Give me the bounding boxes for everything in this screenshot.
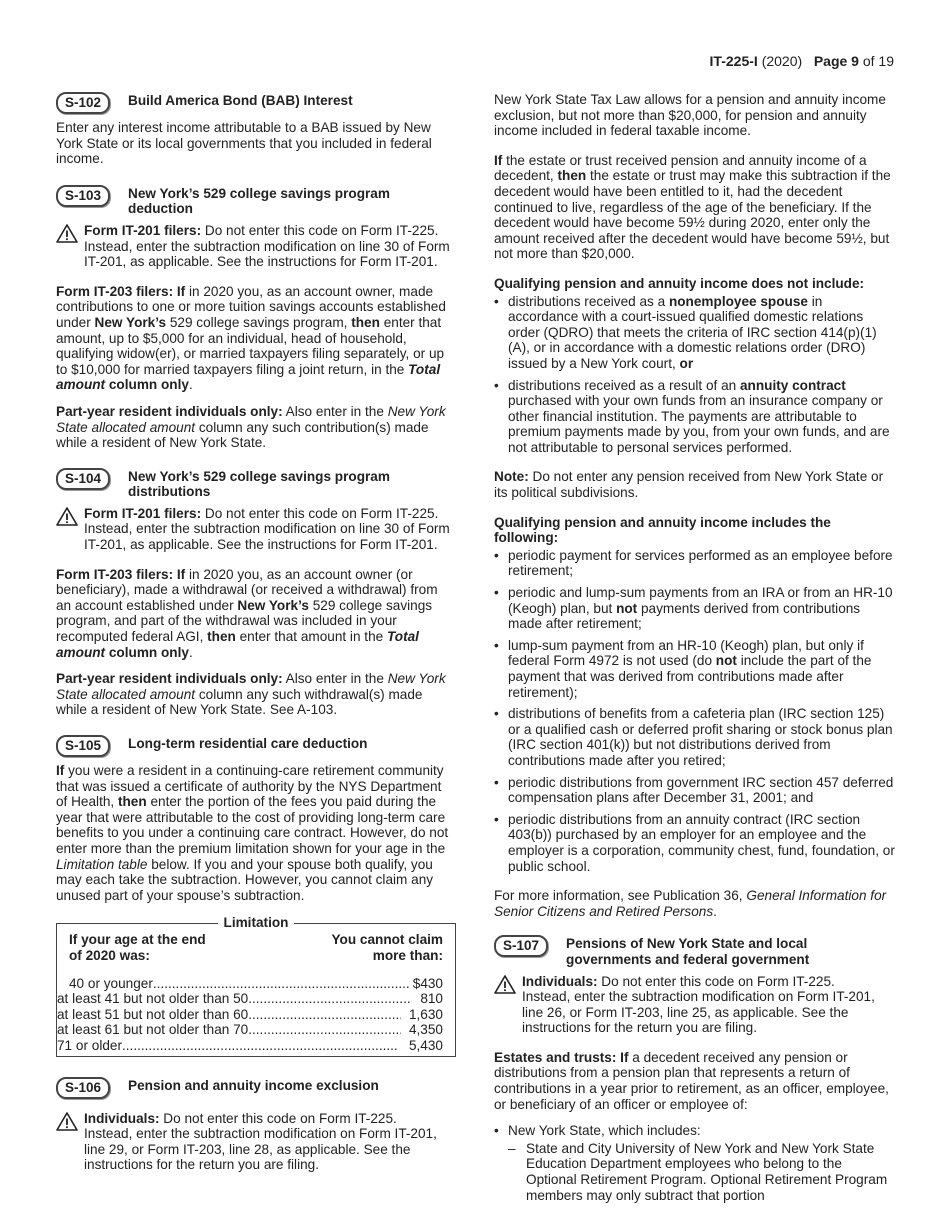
s103-p1-b5: column only [105, 377, 189, 393]
s103-para1 [56, 284, 456, 393]
s102-body: Enter any interest income attributable to a BAB issued by New York State or its local governments that you included in federal income. [56, 120, 432, 167]
s103-warning [56, 223, 456, 270]
note-label: Note: [494, 469, 529, 485]
limitation-age: 40 or younger [69, 975, 153, 991]
s103-para2 [56, 404, 456, 451]
s104-code-badge: S-104 [56, 468, 110, 490]
s102-heading [56, 92, 456, 114]
inc3-t2: include the part of the payment that was derived from contributions made after retirement); [508, 653, 872, 700]
s107-est-b1: Estates and trusts: [494, 1049, 617, 1065]
s104-warning-line2: Instead, enter the subtraction modification on line 30 of Form IT-201, as applicable. See the instructions for Form IT-201. [84, 521, 450, 553]
estate-t2: the estate or trust may make this subtraction if the decedent would have been entitled to it, had the decedent continued to live, regardless of the age of the beneficiary. If the decedent would have become 59½ during 2020, enter only the amount received after the decedent would have become 59½, but not more than $20,000. [494, 168, 891, 262]
inc2-b: not [616, 600, 638, 616]
s105-body [56, 763, 456, 903]
warning-icon [56, 1112, 78, 1131]
list-item [494, 1123, 896, 1203]
limitation-age: at least 61 but not older than 70 [57, 1022, 249, 1038]
s103-p2-i: New York State allocated amount [56, 403, 446, 435]
limitation-title: Limitation [218, 915, 295, 930]
s105-t1: you were a resident in a continuing-care retirement community that was issued a certificate of authority by the NYS Department of Health, [56, 763, 444, 810]
s106-warning [56, 1111, 456, 1173]
s104-p2-i: New York State allocated amount [56, 671, 446, 702]
right-column [494, 92, 896, 1214]
not-include-heading: Qualifying pension and annuity income does not include: [494, 275, 865, 291]
s105-t3: below. If you and your spouse both qualify, you may each take the subtraction. However, you cannot claim any unused part of your spouse’s subtraction. [56, 856, 434, 903]
s103-warning-line2: Instead, enter the subtraction modification on line 30 of Form IT-201, as applicable. See the instructions for Form IT-201. [84, 238, 450, 270]
list-item: • distributions of benefits from a cafeteria plan (IRC section 125) or a qualified cash or deferred profit sharing or stock bonus plan (IRC section 401(k)) but not distributions derived from contributions made after you retired; [494, 706, 896, 768]
s102-code-badge: S-102 [56, 92, 110, 114]
s103-p1-b3: New York’s [94, 314, 167, 330]
s103-p2-t2: column any such contribution(s) made while a resident of New York State. [56, 419, 429, 451]
s107-warning [494, 974, 896, 1036]
page-header [710, 54, 894, 70]
s104-warning [56, 506, 456, 553]
s107-est-t: a decedent received any pension or distributions from a pension plan that represents a return of contributions in a year prior to retirement, as an officer, employee, or beneficiary of an officer or employee of: [494, 1049, 889, 1112]
limitation-currency: $ [412, 975, 421, 991]
limitation-row [57, 991, 443, 1007]
note-paragraph [494, 469, 896, 500]
s104-p2-b: Part-year resident individuals only: [56, 671, 283, 687]
s107-bullet1: New York State, which includes: [508, 1123, 701, 1139]
s107-sublist [508, 1141, 896, 1203]
s106-title: Pension and annuity income exclusion [128, 1077, 379, 1093]
estate-b2: then [557, 168, 587, 184]
limitation-rows [57, 976, 443, 1054]
s104-heading [56, 468, 456, 500]
list-item [494, 294, 896, 372]
s107-warning-line1: Do not enter this code on Form IT-225. [597, 973, 835, 989]
s106-code-badge: S-106 [56, 1077, 110, 1099]
limitation-title-wrap [57, 915, 455, 931]
s104-p1-b1: Form IT-203 filers: [56, 566, 174, 582]
limitation-amount: 430 [420, 975, 443, 991]
s107-code-badge: S-107 [494, 935, 548, 957]
estate-paragraph [494, 153, 896, 262]
s103-p1-b4: then [351, 314, 380, 330]
list-item [494, 638, 896, 700]
s104-p1-t2: 529 college savings program, and part of the withdrawal was included in your recomputed federal AGI, [56, 597, 433, 645]
s104-p2-t1: Also enter in the [282, 671, 388, 687]
limitation-amount: 1,630 [408, 1006, 443, 1022]
ni2-b1: annuity contract [739, 377, 846, 393]
ni1-t1: distributions received as a [508, 293, 669, 309]
s104-p1-end: . [188, 644, 193, 660]
s105-title: Long-term residential care deduction [128, 736, 368, 751]
s104-p1-b2: If [173, 566, 186, 582]
more-t: For more information, see Publication 36, [494, 888, 747, 904]
s104-p1-t3: enter that amount in the [235, 629, 387, 645]
more-i: General Information for Senior Citizens and Retired Persons [494, 888, 887, 919]
limitation-amount: 4,350 [408, 1022, 443, 1038]
limitation-row [57, 1007, 443, 1023]
s107-warning-label: Individuals: [522, 973, 598, 989]
inc2-t1: periodic and lump-sum payments from an IRA or from an HR-10 (Keogh) plan, but [508, 585, 893, 616]
note-text: Do not enter any pension received from New York State or its political subdivisions. [494, 469, 884, 501]
ni1-b1: nonemployee spouse [668, 293, 808, 309]
s103-p2-t1: Also enter in the [282, 403, 388, 419]
s103-warning-label: Form IT-201 filers: [84, 222, 202, 238]
s103-heading [56, 185, 456, 217]
list-item: • periodic distributions from an annuity contract (IRC section 403(b)) purchased by an employer for an employee and the employer is a corporation, community chest, fund, foundation, or public school. [494, 812, 896, 874]
s106-warning-line1: Do not enter this code on Form IT-225. [159, 1110, 397, 1126]
s104-warning-line1: Do not enter this code on Form IT-225. [201, 505, 439, 521]
s105-t2: enter the portion of the fees you paid during the year that were attributable to the cost of providing long-term care benefits to you under a continuing care contract. However, do not enter more than the premium limitation shown for your age in the [56, 794, 449, 856]
s107-estates [494, 1050, 896, 1112]
s103-p1-b2: If [173, 283, 186, 299]
list-item: • periodic distributions from government IRC section 457 deferred compensation plans after December 31, 2001; and [494, 775, 896, 806]
s104-p1-t1: in 2020 you, as an account owner (or beneficiary), made a withdrawal (or received a withdrawal) from an account established under [56, 566, 438, 613]
s105-heading [56, 735, 456, 757]
s104-para2 [56, 671, 456, 718]
s102-title: Build America Bond (BAB) Interest [128, 93, 353, 108]
leader-dots [248, 1022, 401, 1038]
estate-b1: If [494, 152, 503, 168]
limitation-col-amount: You cannot claim more than: [331, 932, 443, 963]
s107-warning-line2: Instead, enter the subtraction modification on Form IT-201, line 26, or Form IT-203, line 25, as applicable. See the instructions for the return you are filing. [522, 989, 875, 1036]
s104-para1 [56, 567, 456, 661]
leader-dots [248, 991, 412, 1007]
ni2-t1: distributions received as a result of an [508, 377, 740, 393]
limitation-age: at least 51 but not older than 60 [57, 1006, 249, 1022]
s104-warning-label: Form IT-201 filers: [84, 505, 202, 521]
s104-p1-b4: then [207, 629, 236, 645]
estate-t1: the estate or trust received pension and annuity income of a decedent, [494, 152, 867, 184]
s103-p1-t2: 529 college savings program, [166, 314, 352, 330]
s103-title: New York’s 529 college savings program deduction [128, 185, 390, 217]
s104-p1-bi: Total amount [56, 629, 419, 660]
not-include-list [494, 294, 896, 456]
limitation-age: 71 or older [57, 1037, 122, 1053]
s106-warning-label: Individuals: [84, 1110, 160, 1126]
s107-list [494, 1123, 896, 1203]
s104-p1-b5: column only [105, 644, 189, 660]
left-column [56, 92, 456, 1184]
limitation-table [56, 915, 456, 1056]
warning-icon [56, 224, 78, 243]
limitation-age: at least 41 but not older than 50 [57, 991, 249, 1007]
ni1-t2: in accordance with a court-issued qualified domestic relations order (QDRO) that meets the criteria of IRC section 414(p)(1)(A), or in accordance with a domestic relations order (DRO) issued by a New York court, [508, 293, 877, 371]
s104-title: New York’s 529 college savings program distributions [128, 468, 390, 500]
list-item [494, 585, 896, 632]
limitation-amount: 5,430 [408, 1037, 443, 1053]
limitation-header [69, 930, 443, 963]
s105-b2: then [117, 794, 147, 810]
s103-p1-t3: enter that amount, up to $5,000 for an individual, head of household, qualifying widow(er), or married taxpayers filing separately, or up to $10,000 for married taxpayers filing a joint return, in the [56, 314, 445, 377]
s103-p1-end: . [188, 377, 193, 393]
more-end: . [713, 903, 717, 919]
s104-p1-b3: New York’s [237, 597, 309, 613]
s106-warning-line2: Instead, enter the subtraction modification on Form IT-201, line 29, or Form IT-203, line 28, as applicable. See the instructions for the return you are filing. [84, 1126, 437, 1173]
leader-dots [248, 1007, 401, 1023]
s107-title: Pensions of New York State and local governments and federal government [566, 936, 810, 967]
s105-b1: If [56, 763, 65, 778]
ni2-t2: purchased with your own funds from an insurance company or other financial institution. The payments are attributable to premium payments made by you, from your own funds, and are not attributable to personal services performed. [508, 393, 890, 455]
s103-p1-bi: Total amount [56, 361, 441, 393]
inc2-t2: payments derived from contributions made after retirement; [508, 600, 861, 632]
inc3-b: not [715, 653, 737, 669]
leader-dots [153, 976, 409, 992]
list-item [494, 378, 896, 456]
limitation-row [57, 1022, 443, 1038]
list-item: • periodic payment for services performed as an employee before retirement; [494, 548, 896, 579]
pension-intro: New York State Tax Law allows for a pension and annuity income exclusion, but not more than $20,000, for pension and annuity income included in federal taxable income. [494, 92, 886, 139]
limitation-amount: 810 [420, 991, 443, 1007]
list-item: – State and City University of New York and New York State Education Department employees who belong to the Optional Retirement Program. Optional Retirement Program members may only subtract that portion [508, 1141, 896, 1203]
limitation-col-age: If your age at the end of 2020 was: [69, 932, 206, 963]
page-total: of 19 [862, 53, 894, 69]
s103-p1-t1: in 2020 you, as an account owner, made contributions to one or more tuition savings accounts established under [56, 283, 446, 330]
s103-warning-line1: Do not enter this code on Form IT-225. [201, 222, 439, 238]
s103-code-badge: S-103 [56, 185, 110, 207]
include-list [494, 548, 896, 874]
s103-p2-b: Part-year resident individuals only: [56, 403, 283, 419]
page-number: Page 9 [813, 53, 859, 69]
include-heading: Qualifying pension and annuity income includes the following: [494, 514, 831, 546]
s107-heading [494, 935, 896, 967]
s105-i: Limitation table [56, 856, 148, 872]
inc3-t1: lump-sum payment from an HR-10 (Keogh) plan, but only if federal Form 4972 is not used (do [508, 637, 864, 669]
warning-icon [494, 975, 516, 994]
warning-icon [56, 507, 78, 526]
s104-p2-t2: column any such withdrawal(s) made while a resident of New York State. See A-103. [56, 686, 423, 718]
form-id: IT-225-I [709, 53, 758, 69]
leader-dots [122, 1038, 399, 1054]
ni1-b2: or [679, 355, 694, 371]
more-info [494, 888, 896, 919]
s105-code-badge: S-105 [56, 735, 110, 757]
form-year: (2020) [761, 53, 803, 69]
s107-est-b2: If [616, 1049, 629, 1065]
limitation-row [57, 976, 443, 992]
limitation-row [57, 1038, 443, 1054]
s106-heading [56, 1077, 456, 1099]
s103-p1-b1: Form IT-203 filers: [56, 283, 174, 299]
